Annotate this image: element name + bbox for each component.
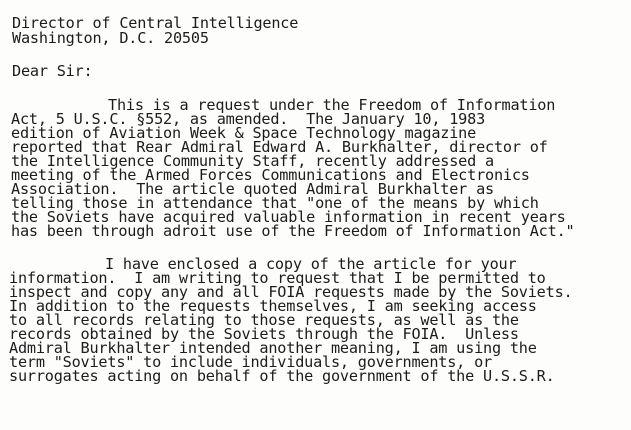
paragraph-line: to all records relating to those requests, as well as the [9, 311, 519, 329]
address-line-1: Director of Central Intelligence [12, 14, 299, 32]
paragraph-line: surrogates acting on behalf of the government of the U.S.S.R. [9, 367, 555, 385]
paragraph-line: This is a request under the Freedom of Information [108, 96, 556, 114]
address-line-2: Washington, D.C. 20505 [12, 29, 209, 47]
paragraph-line: the Intelligence Community Staff, recently addressed a [11, 152, 494, 170]
paragraph-line: has been through adroit use of the Freedom of Information Act." [11, 222, 575, 240]
paragraph-line: reported that Rear Admiral Edward A. Burkhalter, director of [11, 138, 548, 156]
paragraph-line: telling those in attendance that "one of the means by which [11, 194, 539, 212]
paragraph-line: In addition to the requests themselves, I am seeking access [9, 297, 537, 315]
paragraph-line: term "Soviets" to include individuals, governments, or [9, 353, 492, 371]
paragraph-line: Admiral Burkhalter intended another meaning, I am using the [9, 339, 537, 357]
paragraph-line: the Soviets have acquired valuable information in recent years [11, 208, 566, 226]
paragraph-line: inspect and copy any and all FOIA requests made by the Soviets. [9, 283, 573, 301]
paragraph-line: Association. The article quoted Admiral Burkhalter as [11, 180, 494, 198]
paragraph-line: edition of Aviation Week & Space Technology magazine [11, 124, 477, 142]
salutation: Dear Sir: [12, 62, 93, 80]
paragraph-line: Act, 5 U.S.C. §552, as amended. The January 10, 1983 [11, 110, 486, 128]
paragraph-line: meeting of the Armed Forces Communications and Electronics [11, 166, 530, 184]
paragraph-line: information. I am writing to request that I be permitted to [9, 269, 546, 287]
paragraph-line: I have enclosed a copy of the article for your [105, 255, 517, 273]
paragraph-line: records obtained by the Soviets through the FOIA. Unless [9, 325, 519, 343]
